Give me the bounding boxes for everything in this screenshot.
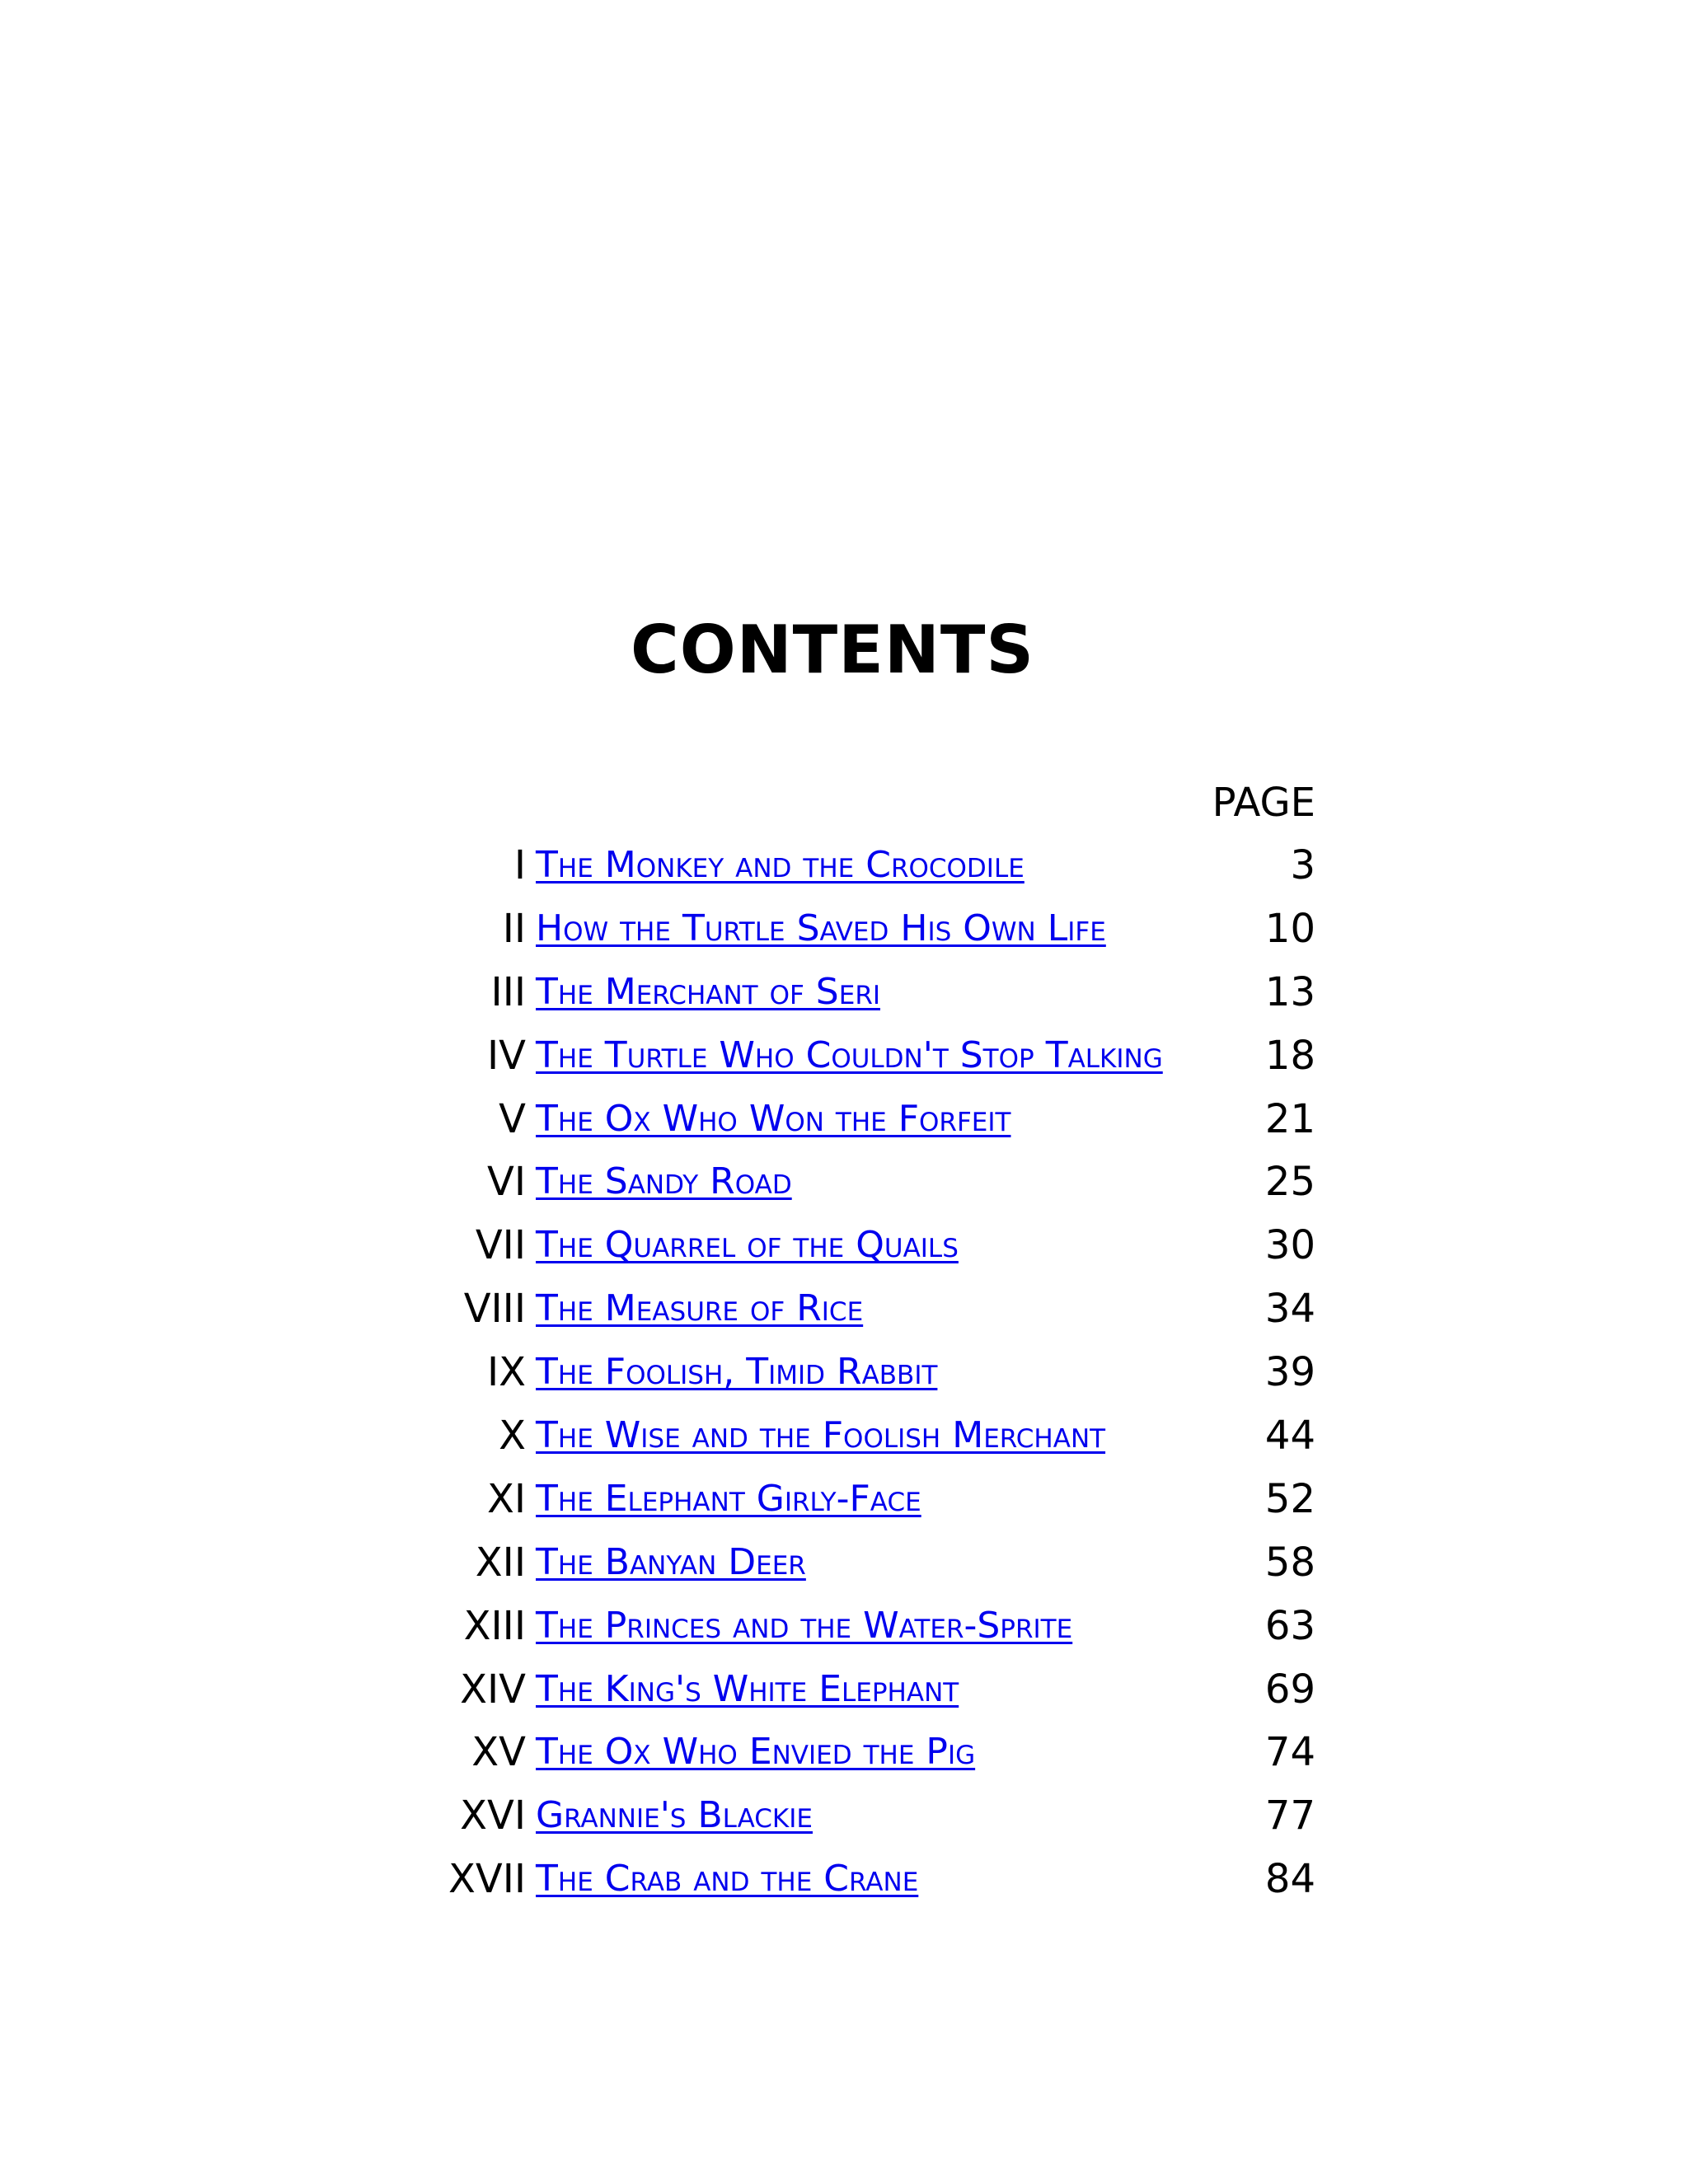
contents-heading: CONTENTS <box>630 611 1035 688</box>
toc-row <box>0 1721 1688 1784</box>
page-number: 39 <box>1264 1349 1315 1396</box>
page-number: 84 <box>1264 1856 1315 1903</box>
chapter-link[interactable]: The Sandy Road <box>536 1160 792 1203</box>
chapter-link[interactable]: The Elephant Girly-Face <box>536 1477 921 1520</box>
chapter-number: XIV <box>460 1666 526 1713</box>
chapter-number: XVI <box>460 1793 526 1840</box>
page-number: 77 <box>1264 1793 1315 1840</box>
page-column-label: PAGE <box>1212 780 1315 826</box>
page-number: 10 <box>1264 905 1315 952</box>
toc-row <box>0 1848 1688 1911</box>
chapter-number: X <box>499 1413 526 1460</box>
chapter-number: XIII <box>463 1602 526 1649</box>
chapter-number: XV <box>471 1729 526 1776</box>
chapter-link[interactable]: The Wise and the Foolish Merchant <box>536 1414 1106 1457</box>
toc-row <box>0 1784 1688 1848</box>
chapter-number: VI <box>487 1159 526 1206</box>
chapter-link[interactable]: The Monkey and the Crocodile <box>536 844 1025 886</box>
chapter-number: VIII <box>463 1286 526 1333</box>
chapter-number: III <box>490 968 526 1015</box>
page-number: 3 <box>1290 842 1315 888</box>
toc-row <box>0 961 1688 1024</box>
page-number: 69 <box>1264 1666 1315 1713</box>
page-number: 25 <box>1264 1159 1315 1206</box>
chapter-link[interactable]: The Ox Who Envied the Pig <box>536 1731 976 1774</box>
page-number: 30 <box>1264 1222 1315 1269</box>
chapter-link[interactable]: The Crab and the Crane <box>536 1858 919 1900</box>
page-number: 34 <box>1264 1286 1315 1333</box>
chapter-link[interactable]: The Merchant of Seri <box>536 970 880 1013</box>
chapter-number: VII <box>475 1222 526 1269</box>
chapter-number: XI <box>486 1475 526 1522</box>
page-number: 21 <box>1264 1095 1315 1142</box>
toc-row <box>0 1531 1688 1595</box>
chapter-number: IX <box>486 1349 526 1396</box>
chapter-number: I <box>513 842 526 888</box>
chapter-link[interactable]: The Measure of Rice <box>536 1287 864 1330</box>
toc-row <box>0 1151 1688 1214</box>
chapter-link[interactable]: The Turtle Who Couldn't Stop Talking <box>536 1033 1163 1076</box>
page-number: 74 <box>1264 1729 1315 1776</box>
toc-row <box>0 834 1688 898</box>
toc-row <box>0 1024 1688 1088</box>
chapter-link[interactable]: The Quarrel of the Quails <box>536 1224 959 1267</box>
toc-row <box>0 1341 1688 1404</box>
toc-row <box>0 1595 1688 1658</box>
chapter-link[interactable]: The Princes and the Water-Sprite <box>536 1604 1073 1647</box>
toc-row <box>0 898 1688 961</box>
page-number: 13 <box>1264 968 1315 1015</box>
chapter-number: II <box>502 905 526 952</box>
toc-row <box>0 1658 1688 1722</box>
toc-row <box>0 1404 1688 1468</box>
chapter-link[interactable]: How the Turtle Saved His Own Life <box>536 907 1106 949</box>
table-of-contents <box>0 771 1688 1911</box>
chapter-number: V <box>499 1095 526 1142</box>
toc-row <box>0 1214 1688 1277</box>
page-number: 52 <box>1264 1475 1315 1522</box>
page-number: 63 <box>1264 1602 1315 1649</box>
chapter-number: XVII <box>448 1856 526 1903</box>
page-number: 18 <box>1264 1032 1315 1079</box>
page-number: 44 <box>1264 1413 1315 1460</box>
chapter-link[interactable]: The Banyan Deer <box>536 1540 806 1583</box>
toc-row <box>0 1468 1688 1531</box>
page-column-header <box>0 771 1688 834</box>
chapter-link[interactable]: The Foolish, Timid Rabbit <box>536 1351 938 1394</box>
toc-row <box>0 1277 1688 1341</box>
chapter-link[interactable]: The King's White Elephant <box>536 1667 959 1710</box>
chapter-number: IV <box>487 1032 526 1079</box>
toc-row <box>0 1088 1688 1151</box>
chapter-link[interactable]: Grannie's Blackie <box>536 1794 813 1837</box>
chapter-link[interactable]: The Ox Who Won the Forfeit <box>536 1097 1011 1140</box>
page-number: 58 <box>1264 1539 1315 1586</box>
chapter-number: XII <box>475 1539 526 1586</box>
